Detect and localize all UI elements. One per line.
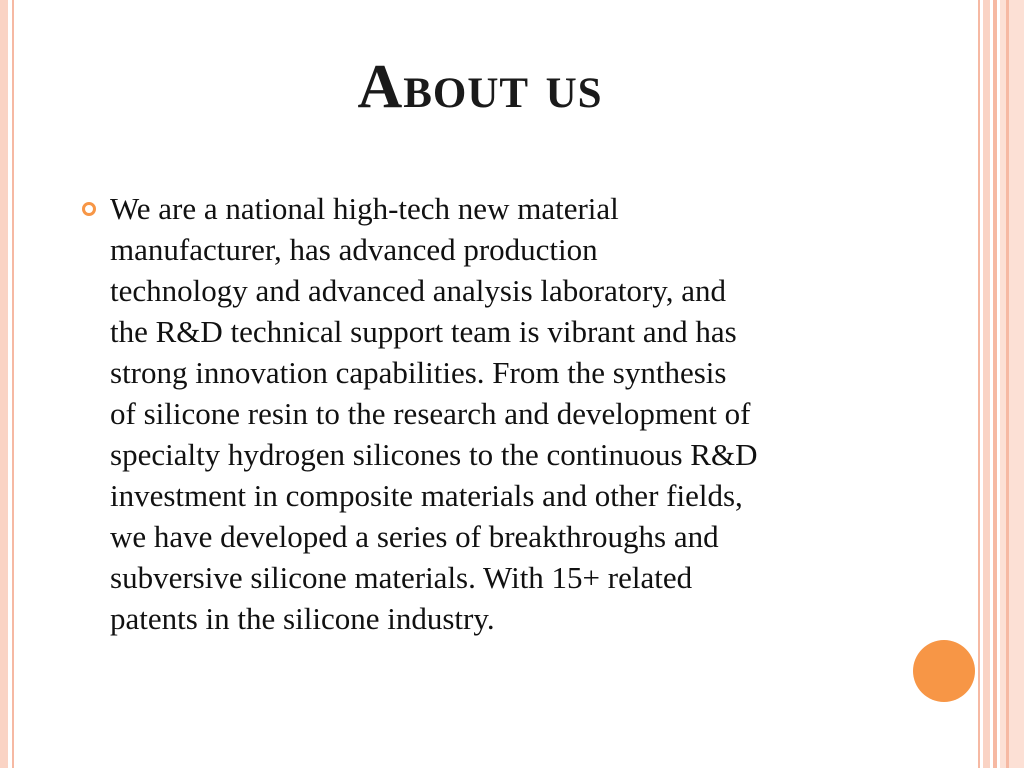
right-stripe (978, 0, 980, 768)
slide-title: About us (357, 53, 603, 121)
right-stripe (1006, 0, 1009, 768)
right-stripe (993, 0, 997, 768)
right-stripe (1000, 0, 1024, 768)
right-stripe (983, 0, 990, 768)
slide-content (80, 188, 930, 639)
bullet-ring-icon (82, 202, 96, 216)
orange-circle-decoration (913, 640, 975, 702)
bullet-text: We are a national high-tech new material manufacturer, has advanced production technology and advanced analysis laboratory, and the R&D technical support team is vibrant and has strong innovation capabilities. From the synthesis of silicone resin to the research and development of specialty hydrogen silicones to the continuous R&D investment in composite materials and other fields, we have developed a series of breakthroughs and subversive silicone materials. With 15+ related patents in the silicone industry. (110, 191, 758, 636)
bullet-item (80, 188, 930, 639)
